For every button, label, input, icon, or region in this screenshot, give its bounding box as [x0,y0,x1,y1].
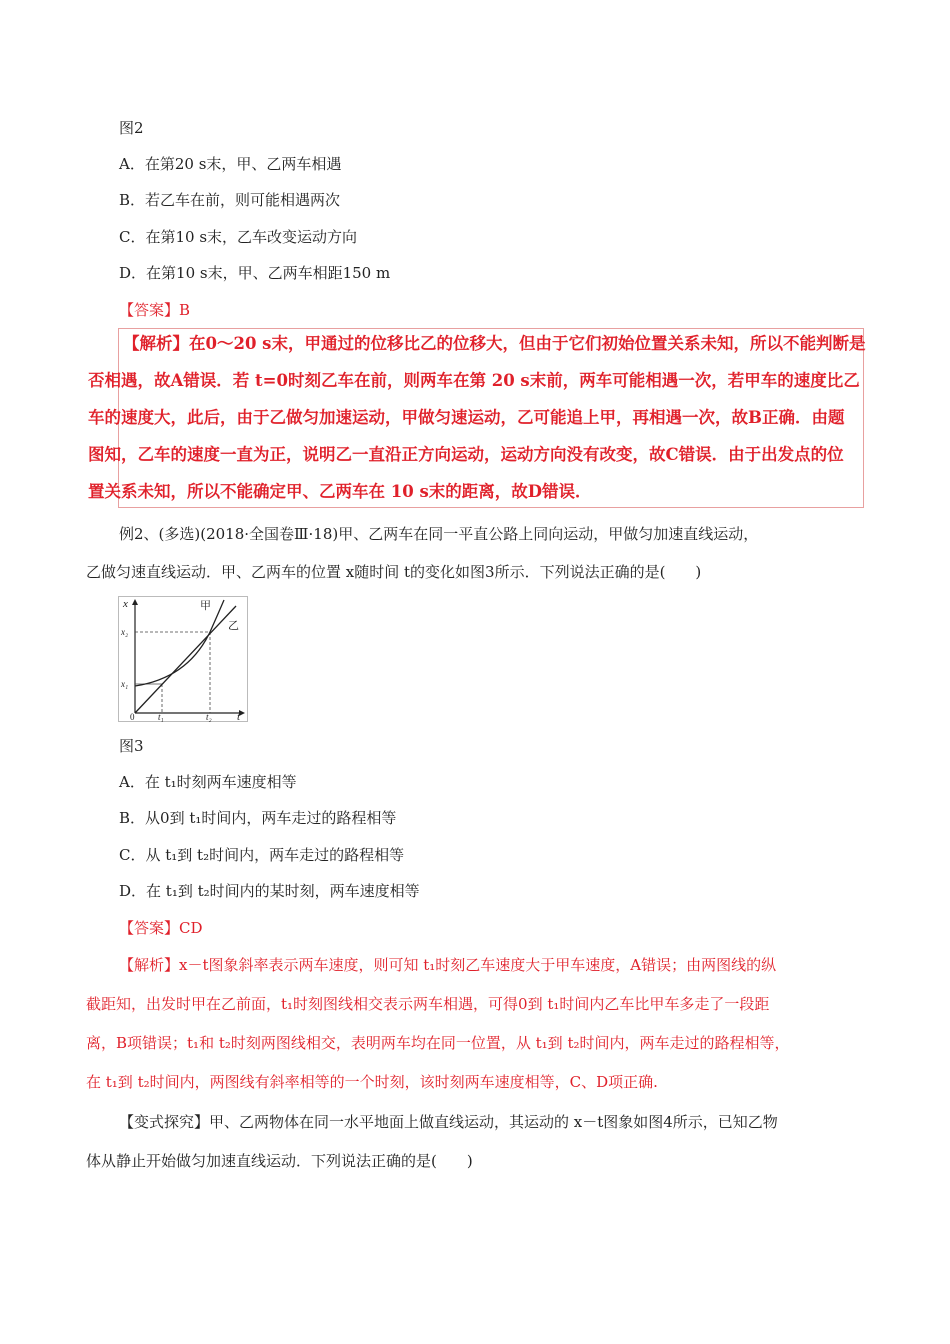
label-yi: 乙 [228,619,239,632]
q1-option-c: C．在第10 s末，乙车改变运动方向 [119,228,358,246]
label-t2: t₂ [206,712,212,722]
fig3-caption: 图3 [119,737,144,755]
q1-analysis-line: 否相遇，故A错误．若 t=0时刻乙车在前，则两车在第 20 s末前，两车可能相遇一次，若甲车的速度比乙 [88,371,860,390]
q2-option-a: A．在 t₁时刻两车速度相等 [119,773,297,791]
label-jia: 甲 [200,599,211,612]
q2-option-b: B．从0到 t₁时间内，两车走过的路程相等 [119,809,397,827]
q1-analysis-line: 置关系未知，所以不能确定甲、乙两车在 10 s末的距离，故D错误． [88,482,592,501]
label-origin: 0 [130,712,135,722]
q1-option-d: D．在第10 s末，甲、乙两车相距150 m [119,264,391,282]
q2-analysis-line: 【解析】x－t图象斜率表示两车速度，则可知 t₁时刻乙车速度大于甲车速度，A错误；由两图线的纵 [119,956,777,974]
label-t1: t₁ [158,712,164,722]
q1-analysis-line: 图知，乙车的速度一直为正，说明乙一直沿正方向运动，运动方向没有改变，故C错误．由于出发点的位 [88,445,844,464]
example2-text: 例2、(多选)(2018·全国卷Ⅲ·18)甲、乙两车在同一平直公路上同向运动，甲做匀加速直线运动， [119,525,759,543]
label-x2: x₂ [121,627,129,637]
figure-3-graph [118,596,248,722]
label-x1: x₁ [121,679,129,689]
variant-text: 【变式探究】甲、乙两物体在同一水平地面上做直线运动，其运动的 x－t图象如图4所示，已知乙物 [119,1113,778,1131]
q1-option-b: B．若乙车在前，则可能相遇两次 [119,191,341,209]
variant-text: 体从静止开始做匀加速直线运动．下列说法正确的是( ) [86,1152,473,1170]
fig2-caption: 图2 [119,119,144,137]
q1-option-a: A．在第20 s末，甲、乙两车相遇 [119,155,342,173]
q1-analysis-line: 车的速度大，此后，由于乙做匀加速运动，甲做匀速运动，乙可能追上甲，再相遇一次，故B正确．由题 [88,408,845,427]
q1-answer: 【答案】B [119,301,191,319]
q2-analysis-line: 在 t₁到 t₂时间内，两图线有斜率相等的一个时刻，该时刻两车速度相等，C、D项正确. [86,1073,658,1091]
q2-option-c: C．从 t₁到 t₂时间内，两车走过的路程相等 [119,846,405,864]
example2-text: 乙做匀速直线运动．甲、乙两车的位置 x随时间 t的变化如图3所示．下列说法正确的是( ) [86,563,702,581]
y-axis-label: x [123,598,128,610]
q2-answer: 【答案】CD [119,919,203,937]
q1-analysis-line: 【解析】在0～20 s末，甲通过的位移比乙的位移大，但由于它们初始位置关系未知，所以不能判断是 [123,334,866,353]
q2-analysis-line: 离，B项错误；t₁和 t₂时刻两图线相交，表明两车均在同一位置，从 t₁到 t₂时间内，两车走过的路程相等， [86,1034,790,1052]
q2-analysis-line: 截距知，出发时甲在乙前面，t₁时刻图线相交表示两车相遇，可得0到 t₁时间内乙车比甲车多走了一段距 [86,995,770,1013]
x-axis-label: t [237,711,241,722]
q2-option-d: D．在 t₁到 t₂时间内的某时刻，两车速度相等 [119,882,420,900]
